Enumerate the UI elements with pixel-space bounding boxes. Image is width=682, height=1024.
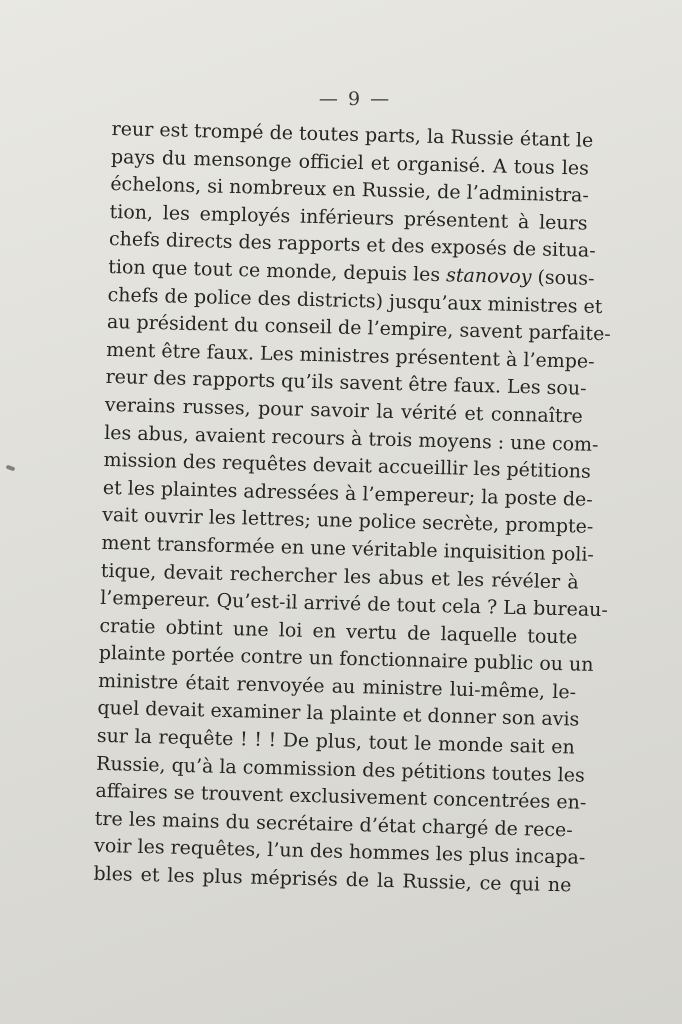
- text-line: Russie, qu’à la commission des pétitions toutes les: [95, 752, 586, 787]
- paper-speck: [6, 465, 16, 472]
- text-line: chefs de police des districts) jusqu’aux ministres et: [107, 283, 603, 318]
- text-line: ment être faux. Les ministres présentent à l’empe-: [106, 338, 595, 373]
- text-line: bles et les plus méprisés de la Russie, ce qui ne: [93, 862, 572, 897]
- text-line: cratie obtint une loi en vertu de laquelle toute: [99, 614, 578, 649]
- text-line: quel devait examiner la plainte et donner son avis: [97, 697, 580, 732]
- text-line: affaires se trouvent exclusivement concentrées en-: [95, 780, 587, 815]
- text-line: verains russes, pour savoir la vérité et connaître: [104, 393, 584, 428]
- text-line: reur est trompé de toutes parts, la Russie étant le: [111, 117, 594, 152]
- text-line: ment transformée en une véritable inquisition poli-: [101, 531, 595, 566]
- body-text: [93, 116, 612, 900]
- page-number: — 9 —: [318, 88, 392, 110]
- text-line: chefs directs des rapports et des exposés de situa-: [108, 228, 596, 263]
- text-line: et les plaintes adressées à l’empereur; la poste de-: [102, 476, 594, 511]
- text-line: ministre était renvoyée au ministre lui-même, le-: [97, 669, 577, 704]
- text-line: pays du mensonge officiel et organisé. A tous les: [110, 145, 590, 180]
- text-line: au président du conseil de l’empire, savent parfaite-: [106, 311, 612, 346]
- text-line: reur des rapports qu’ils savent être faux. Les sou-: [105, 366, 587, 401]
- text-line: l’empereur. Qu’est-il arrivé de tout cela ? La bureau-: [99, 586, 609, 622]
- italic-term: stanovoy: [445, 264, 532, 289]
- text-line: tique, devait rechercher les abus et les révéler à: [100, 559, 580, 594]
- text-line: tre les mains du secrétaire d’état chargé de rece-: [94, 807, 573, 842]
- text-line: échelons, si nombreux en Russie, de l’administra-: [110, 173, 590, 207]
- text-line: voir les requêtes, l’un des hommes les plus incapa-: [93, 835, 586, 870]
- text-line: tion que tout ce monde, depuis les stanovoy (sous-: [108, 255, 595, 290]
- text-line: mission des requêtes devait accueillir les pétitions: [103, 449, 592, 483]
- text-line: sur la requête ! ! ! De plus, tout le monde sait en: [96, 724, 575, 759]
- text-line: plainte portée contre un fonctionnaire public ou un: [98, 642, 594, 677]
- text-line: tion, les employés inférieurs présentent à leurs: [109, 200, 588, 235]
- text-line: les abus, avaient recours à trois moyens : une com-: [103, 421, 599, 456]
- text-line: vait ouvrir les lettres; une police secrète, prompte-: [101, 504, 594, 539]
